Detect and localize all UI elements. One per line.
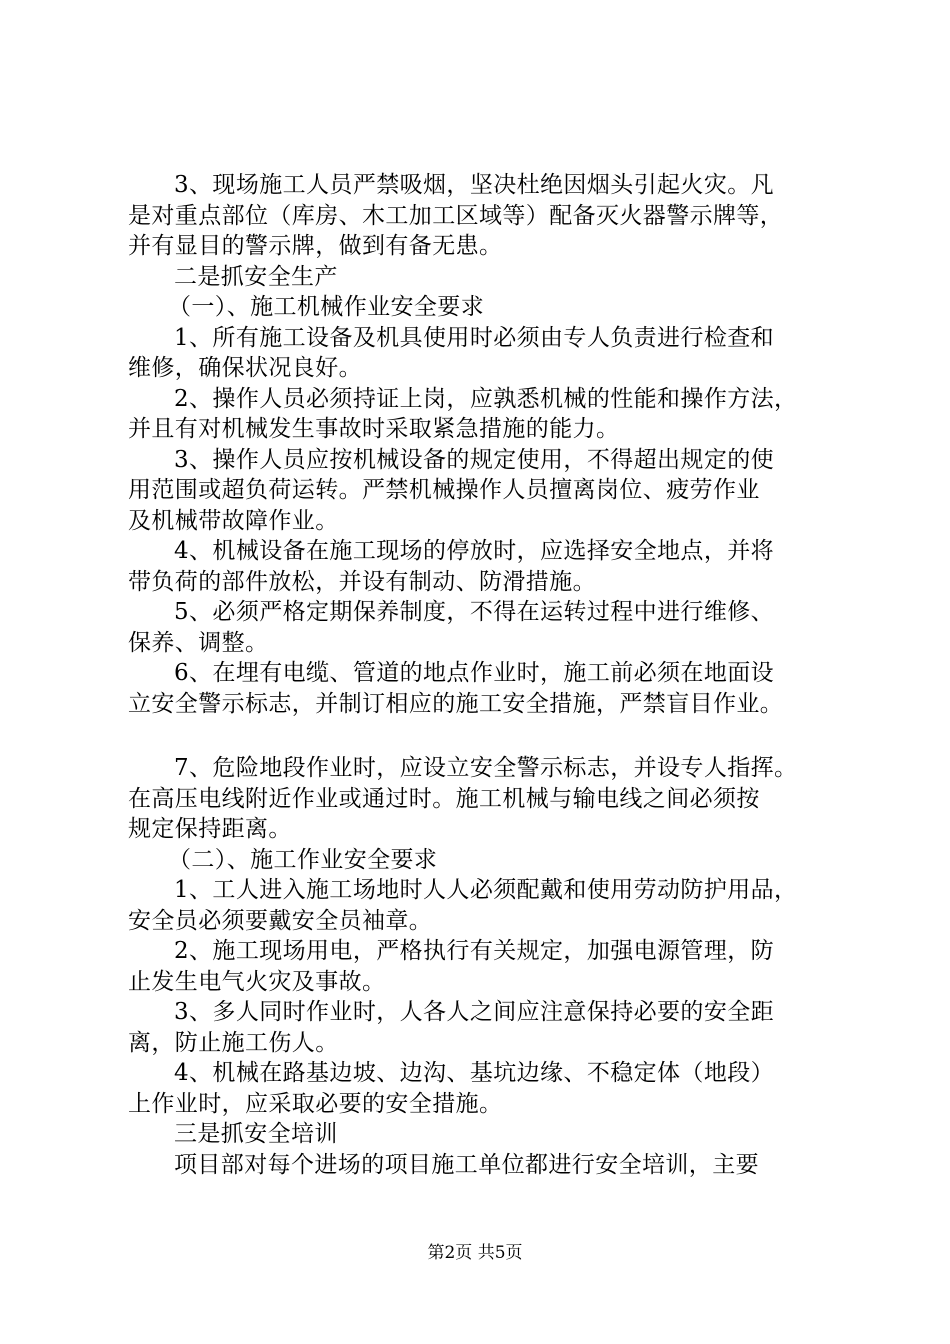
text-line: 二是抓安全生产 xyxy=(174,263,338,290)
paragraph-gap xyxy=(128,719,838,753)
text-line: 止发生电气火灾及事故。 xyxy=(128,968,386,995)
text-line: 3、操作人员应按机械设备的规定使用，不得超出规定的使 xyxy=(174,446,775,473)
text-line: 带负荷的部件放松，并设有制动、防滑措施。 xyxy=(128,568,596,595)
text-line: 并有显目的警示牌，做到有备无患。 xyxy=(128,233,503,259)
text-line: 1、工人进入施工场地时人人必须配戴和使用劳动防护用品， xyxy=(174,877,798,903)
text-line: 离，防止施工伤人。 xyxy=(128,1029,339,1056)
text-line: 是对重点部位（库房、木工加工区域等）配备灭火器警示牌等， xyxy=(128,202,784,229)
text-line: 6、在埋有电缆、管道的地点作业时，施工前必须在地面设 xyxy=(174,660,775,686)
text-line: 项目部对每个进场的项目施工单位都进行安全培训，主要 xyxy=(174,1151,759,1178)
text-line: 2、施工现场用电，严格执行有关规定，加强电源管理，防 xyxy=(174,938,775,964)
text-line: 立安全警示标志，并制订相应的施工安全措施，严禁盲目作业。 xyxy=(128,690,784,717)
text-line: 及机械带故障作业。 xyxy=(128,507,339,534)
document-body xyxy=(128,170,838,1180)
text-line: 安全员必须要戴安全员袖章。 xyxy=(128,907,433,934)
text-line: 3、多人同时作业时，人各人之间应注意保持必要的安全距 xyxy=(174,999,775,1025)
text-line: 4、机械在路基边坡、边沟、基坑边缘、不稳定体（地段） xyxy=(174,1060,775,1086)
text-line: 维修，确保状况良好。 xyxy=(128,355,362,381)
text-line: 三是抓安全培训 xyxy=(174,1121,338,1147)
text-line: 1、所有施工设备及机具使用时必须由专人负责进行检查和 xyxy=(174,324,775,351)
page-footer: 第2页 共5页 xyxy=(427,1243,523,1263)
text-line: （二）、施工作业安全要求 xyxy=(168,846,438,873)
text-line: 保养、调整。 xyxy=(128,629,269,656)
text-line: 在高压电线附近作业或通过时。施工机械与输电线之间必须按 xyxy=(128,785,760,812)
text-line: 并且有对机械发生事故时采取紧急措施的能力。 xyxy=(128,416,620,442)
text-line: 规定保持距离。 xyxy=(128,816,292,842)
text-line: 3、现场施工人员严禁吸烟，坚决杜绝因烟头引起火灾。凡 xyxy=(174,172,775,198)
text-line: （一）、施工机械作业安全要求 xyxy=(168,294,485,320)
text-line: 用范围或超负荷运转。严禁机械操作人员擅离岗位、疲劳作业 xyxy=(128,477,760,503)
text-line: 5、必须严格定期保养制度，不得在运转过程中进行维修、 xyxy=(174,599,775,625)
text-line: 7、危险地段作业时，应设立安全警示标志，并设专人指挥。 xyxy=(174,755,798,781)
text-line: 上作业时，应采取必要的安全措施。 xyxy=(128,1090,503,1117)
text-line: 4、机械设备在施工现场的停放时，应选择安全地点，并将 xyxy=(174,538,775,564)
text-line: 2、操作人员必须持证上岗，应孰悉机械的性能和操作方法， xyxy=(174,385,798,412)
